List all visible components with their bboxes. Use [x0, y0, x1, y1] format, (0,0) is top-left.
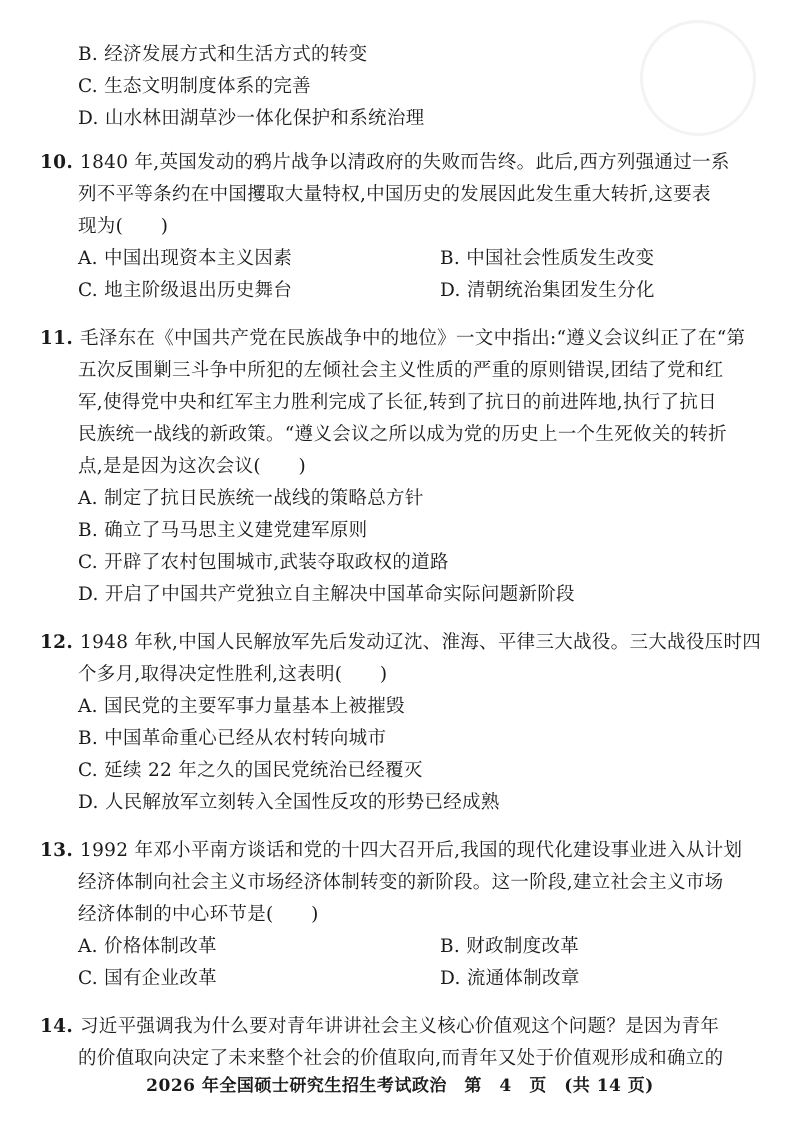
q12-option-b: B. 中国革命重心已经从农村转向城市 — [78, 728, 387, 749]
q9-option-d: D. 山水林田湖草沙一体化保护和系统治理 — [78, 108, 425, 129]
watermark-seal — [640, 20, 756, 136]
q14-number: 14. — [40, 1016, 74, 1037]
q10-stem-line-1: 1840 年,英国发动的鸦片战争以清政府的失败而告终。此后,西方列强通过一系 — [80, 152, 730, 173]
q10-option-c: C. 地主阶级退出历史舞台 — [78, 280, 293, 301]
q12-option-d: D. 人民解放军立刻转入全国性反攻的形势已经成熟 — [78, 792, 500, 813]
q13-stem-line-3: 经济体制的中心环节是( ) — [78, 904, 319, 925]
q11-number: 11. — [40, 328, 74, 349]
q14-stem-line-1: 习近平强调我为什么要对青年讲讲社会主义核心价值观这个问题？是因为青年 — [80, 1016, 720, 1037]
q11-stem-line-5: 点,是是因为这次会议( ) — [78, 456, 307, 477]
q9-option-b: B. 经济发展方式和生活方式的转变 — [78, 44, 368, 65]
q12-stem-line-2: 个多月,取得决定性胜利,这表明( ) — [78, 664, 388, 685]
q10-option-d: D. 清朝统治集团发生分化 — [440, 280, 655, 301]
q11-option-a: A. 制定了抗日民族统一战线的策略总方针 — [78, 488, 424, 509]
q11-stem-line-4: 民族统一战线的新政策。“遵义会议之所以成为党的历史上一个生死攸关的转折 — [78, 424, 727, 445]
q12-option-c: C. 延续 22 年之久的国民党统治已经覆灭 — [78, 760, 423, 781]
q10-option-b: B. 中国社会性质发生改变 — [440, 248, 655, 269]
q11-stem-line-3: 军,使得党中央和红军主力胜利完成了长征,转到了抗日的前进阵地,执行了抗日 — [78, 392, 717, 413]
q10-number: 10. — [40, 152, 74, 173]
q10-stem-line-3: 现为( ) — [78, 216, 169, 237]
q13-option-d: D. 流通体制改章 — [440, 968, 580, 989]
q13-option-b: B. 财政制度改革 — [440, 936, 580, 957]
q11-option-b: B. 确立了马马思主义建党建军原则 — [78, 520, 368, 541]
q13-number: 13. — [40, 840, 74, 861]
q13-stem-line-1: 1992 年邓小平南方谈话和党的十四大召开后,我国的现代化建设事业进入从计划 — [80, 840, 743, 861]
page-footer: 2026 年全国硕士研究生招生考试政治 第 4 页 (共 14 页) — [146, 1076, 654, 1096]
q13-option-a: A. 价格体制改革 — [78, 936, 217, 957]
q12-option-a: A. 国民党的主要军事力量基本上被摧毁 — [78, 696, 405, 717]
q9-option-c: C. 生态文明制度体系的完善 — [78, 76, 311, 97]
q10-option-a: A. 中国出现资本主义因素 — [78, 248, 293, 269]
q10-stem-line-2: 列不平等条约在中国攫取大量特权,中国历史的发展因此发生重大转折,这要表 — [78, 184, 711, 205]
q11-stem-line-1: 毛泽东在《中国共产党在民族战争中的地位》一文中指出:“遵义会议纠正了在“第 — [80, 328, 746, 349]
q11-stem-line-2: 五次反围剿三斗争中所犯的左倾社会主义性质的严重的原则错误,团结了党和红 — [78, 360, 724, 381]
q13-stem-line-2: 经济体制向社会主义市场经济体制转变的新阶段。这一阶段,建立社会主义市场 — [78, 872, 724, 893]
q11-option-d: D. 开启了中国共产党独立自主解决中国革命实际问题新阶段 — [78, 584, 575, 605]
q12-number: 12. — [40, 632, 74, 653]
q12-stem-line-1: 1948 年秋,中国人民解放军先后发动辽沈、淮海、平律三大战役。三大战役压时四 — [80, 632, 762, 653]
q13-option-c: C. 国有企业改革 — [78, 968, 217, 989]
q11-option-c: C. 开辟了农村包围城市,武装夺取政权的道路 — [78, 552, 449, 573]
q14-stem-line-2: 的价值取向决定了未来整个社会的价值取向,而青年又处于价值观形成和确立的 — [78, 1048, 724, 1069]
